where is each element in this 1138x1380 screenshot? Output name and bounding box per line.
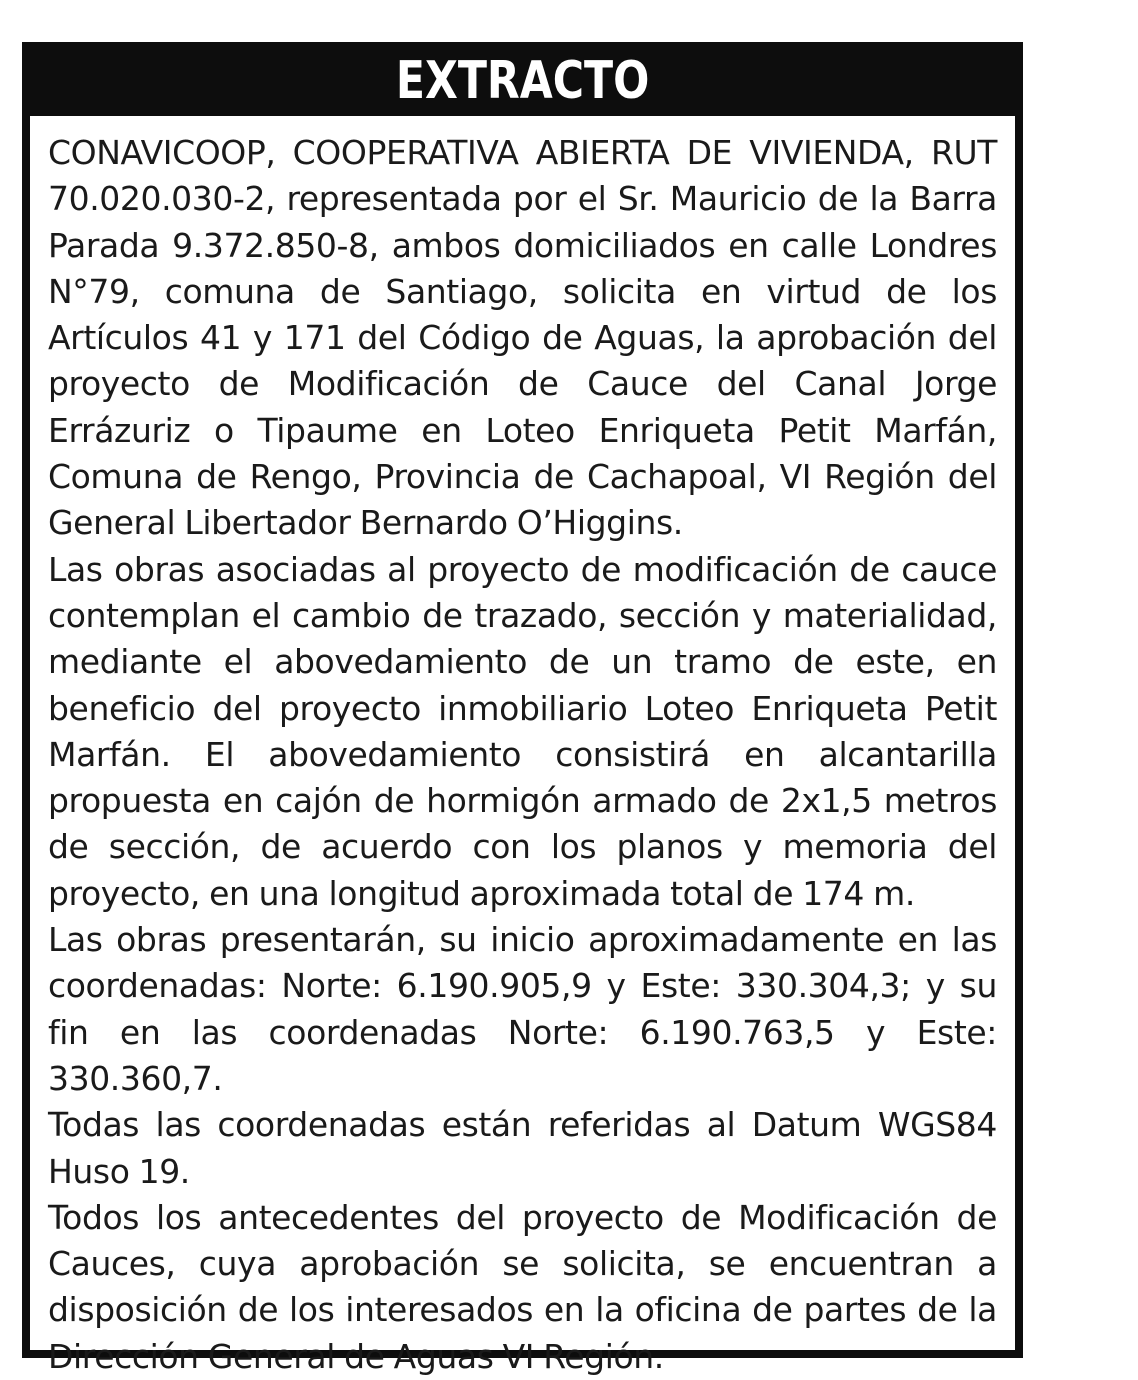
paragraph-coordinates: Las obras presentarán, su inicio aproximadamente en las coordenadas: Norte: 6.190.905,9 y Este: 330.304,3; y su fin en las coordenadas Norte: 6.190.763,5 y Este: 330.360,7. xyxy=(48,920,997,1098)
paragraph-works-description: Las obras asociadas al proyecto de modificación de cauce contemplan el cambio de trazado, sección y materialidad, mediante el abovedamiento de un tramo de este, en beneficio del proyecto inmobiliario Loteo Enriqueta Petit Marfán. El abovedamiento consistirá en alcantarilla propuesta en cajón de hormigón armado de 2x1,5 metros de sección, de acuerdo con los planos y memoria del proyecto, en una longitud aproximada total de 174 m. xyxy=(48,549,997,913)
paragraph-applicant: CONAVICOOP, COOPERATIVA ABIERTA DE VIVIENDA, RUT 70.020.030-2, representada por el Sr. Mauricio de la Barra Parada 9.372.850-8, ambos domiciliados en calle Londres N°79, comuna de Santiago, solicita en virtud de los Artículos 41 y 171 del Código de Aguas, la aprobación del proyecto de Modificación de Cauce del Canal Jorge Errázuriz o Tipaume en Loteo Enriqueta Petit Marfán, Comuna de Rengo, Provincia de Cachapoal, VI Región del General Libertador Bernardo O’Higgins. xyxy=(48,133,997,543)
notice-body xyxy=(30,116,1015,1376)
paragraph-availability: Todos los antecedentes del proyecto de Modificación de Cauces, cuya aprobación se solicita, se encuentran a disposición de los interesados en la oficina de partes de la Dirección General de Aguas VI Región. xyxy=(48,1197,997,1376)
notice-frame xyxy=(22,42,1023,1376)
notice-title: EXTRACTO xyxy=(395,51,650,111)
notice-header xyxy=(22,42,1023,116)
paragraph-datum: Todas las coordenadas están referidas al Datum WGS84 Huso 19. xyxy=(48,1105,997,1191)
